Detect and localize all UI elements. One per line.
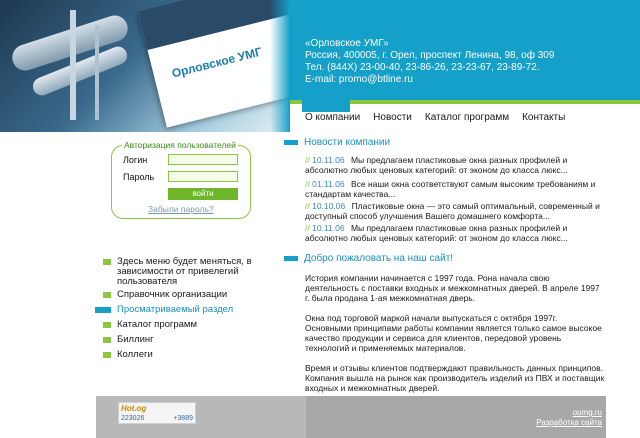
menu-item-label: Здесь меню будет меняться, в зависимости от привелегий пользователя [117, 256, 252, 287]
welcome-paragraph: Окна под торговой маркой начали выпускаться с октября 1997г. Основными принципами работы компании является только самое высокое качество продукции и сервиса для клиентов, передовой уровень технологий и применяемых материалов. [305, 313, 602, 353]
nav-catalog[interactable]: Каталог программ [424, 112, 510, 123]
footer-site-link[interactable]: oumg.ru [572, 408, 602, 417]
menu-item-label: Каталог программ [117, 319, 197, 330]
welcome-title: Добро пожаловать на наш сайт! [284, 253, 453, 264]
forgot-password-link[interactable]: Забыли пароль? [148, 204, 214, 214]
bullet-icon [103, 292, 111, 298]
news-item[interactable] [305, 156, 605, 175]
menu-item-label: Справочник организации [117, 289, 228, 300]
logo-text: Орловское УМГ [170, 44, 264, 81]
tower-graphic [95, 25, 99, 120]
menu-item-label: Просматриваемый раздел [117, 304, 234, 315]
nav-news[interactable]: Новости [373, 112, 412, 123]
news-date: // 10.10.06 [305, 201, 345, 211]
counter-left-value: 223026 [121, 415, 145, 422]
tower-graphic [70, 10, 76, 120]
news-date: // 10.11.06 [305, 223, 345, 233]
menu-item-note[interactable] [95, 257, 275, 287]
news-title: Новости компании [284, 137, 390, 148]
hit-counter-badge[interactable] [118, 402, 196, 424]
photo-shade [270, 0, 290, 132]
bullet-icon [103, 337, 111, 343]
bullet-icon [103, 352, 111, 358]
menu-item-current[interactable] [95, 305, 275, 315]
login-input[interactable] [168, 154, 238, 165]
news-text[interactable]: Мы предлагаем пластиковые окна разных профилей и абсолютно любых ценовых категорий: от эконом до класса люкс... [305, 223, 568, 243]
login-legend: Авторизация пользователей [124, 140, 236, 150]
menu-item-colleagues[interactable] [95, 350, 275, 360]
header-photo [0, 0, 290, 132]
bullet-icon [103, 259, 111, 265]
password-label: Пароль [123, 172, 155, 182]
news-item[interactable] [305, 202, 605, 221]
news-date: // 10.11.06 [305, 155, 345, 165]
news-item[interactable] [305, 224, 605, 243]
bullet-icon [284, 256, 298, 261]
bullet-icon [284, 140, 298, 145]
footer [96, 396, 606, 438]
news-item[interactable] [305, 180, 605, 199]
menu-item-catalog[interactable] [95, 320, 275, 330]
menu-item-label: Биллинг [117, 334, 154, 345]
menu-item-label: Коллеги [117, 349, 153, 360]
news-text[interactable]: Пластиковые окна — это самый оптимальный, современный и доступный способ улучшения Вашего домашнего комфорта... [305, 201, 600, 221]
news-text[interactable]: Все наши окна соответствуют самым высоким требованиям и стандартам качества... [305, 179, 596, 199]
login-label: Логин [123, 155, 148, 165]
bullet-icon [95, 307, 111, 313]
news-text[interactable]: Мы предлагаем пластиковые окна разных профилей и абсолютно любых ценовых категорий: от эконом до класса люкс... [305, 155, 568, 175]
nav-about[interactable]: О компании [305, 112, 361, 123]
booklet-graphic [138, 0, 290, 128]
main-nav [305, 112, 565, 123]
company-name: «Орловское УМГ» [305, 38, 389, 49]
company-email[interactable]: E-mail: promo@btline.ru [305, 74, 413, 85]
news-date: // 01.11.06 [305, 179, 345, 189]
menu-item-directory[interactable] [95, 290, 275, 300]
booklet-top [138, 0, 290, 50]
company-address: Россия, 400005, г. Орел, проспект Ленина, 98, оф 309 [305, 50, 555, 61]
footer-left-panel [96, 396, 306, 438]
bullet-icon [103, 322, 111, 328]
welcome-paragraph: История компании начинается с 1997 года. Рона начала свою деятельность с поставки входных и межкомнатных дверей. В апреле 1997 г. была продана 1-ая межкомнатная дверь. [305, 273, 600, 303]
footer-links [536, 408, 602, 428]
welcome-paragraph: Время и отзывы клиентов подтверждают правильность данных принципов. Компания вышла на рынок как производитель изделий из ПВХ и поставщик входных и межкомнатных дверей. [305, 363, 605, 393]
side-menu [95, 257, 275, 360]
contact-info [305, 38, 554, 86]
nav-contacts[interactable]: Контакты [522, 112, 566, 123]
counter-brand: Hot.og [121, 404, 147, 413]
menu-item-billing[interactable] [95, 335, 275, 345]
company-phone: Тел. (844X) 23-00-40, 23-86-26, 23-23-67, 23-89-72. [305, 62, 540, 73]
counter-right-value: +3889 [173, 415, 193, 422]
password-input[interactable] [168, 171, 238, 182]
footer-dev-link[interactable]: Разработка сайта [536, 418, 602, 427]
login-button[interactable]: войти [168, 188, 238, 200]
